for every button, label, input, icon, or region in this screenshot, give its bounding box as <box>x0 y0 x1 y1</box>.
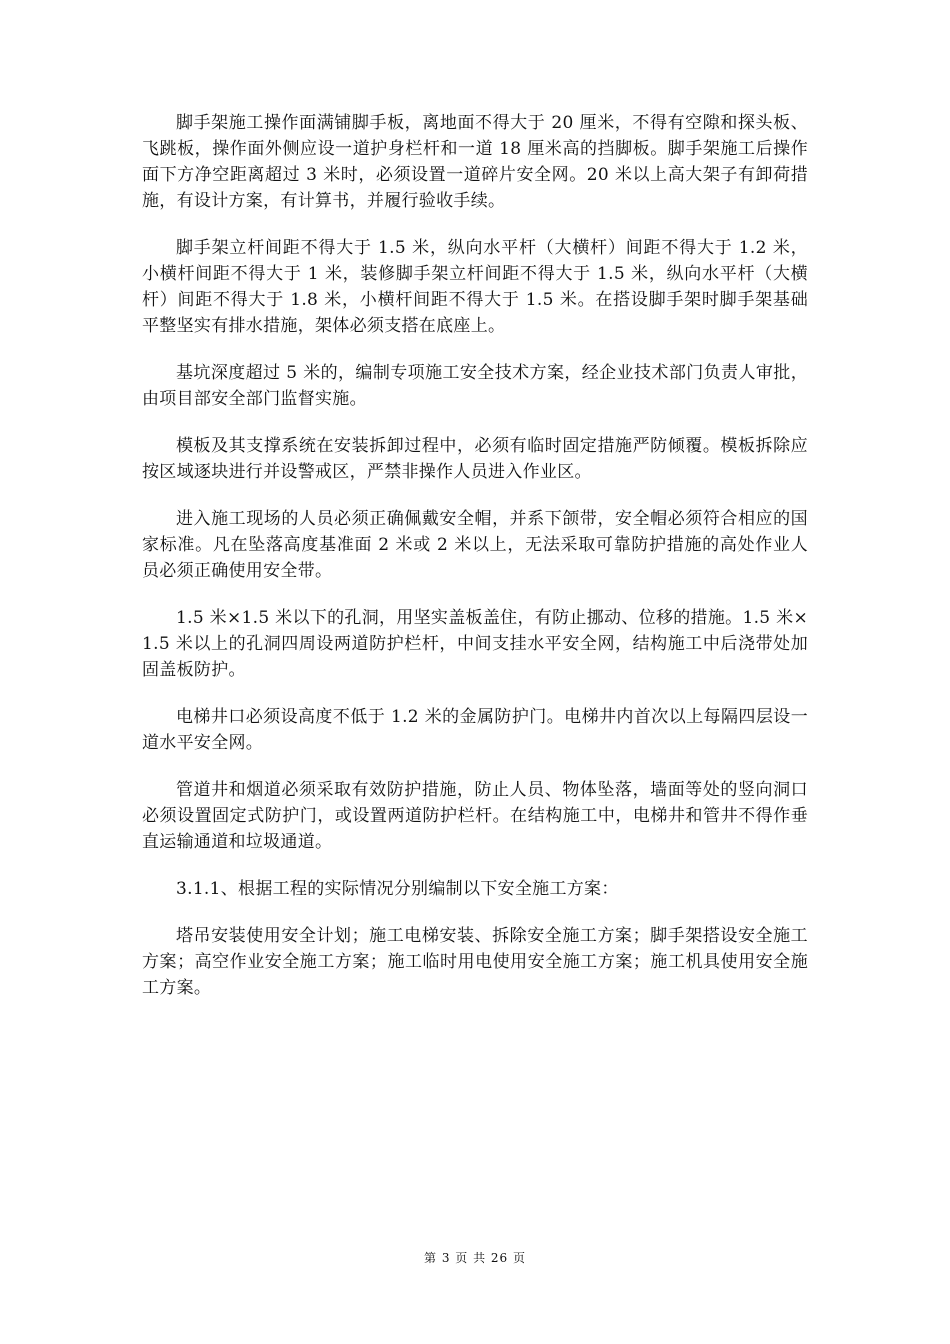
paragraph-pipe-shaft: 管道井和烟道必须采取有效防护措施，防止人员、物体坠落，墙面等处的竖向洞口必须设置固定式防护门，或设置两道防护栏杆。在结构施工中，电梯井和管井不得作垂直运输通道和垃圾通道。 <box>142 780 808 852</box>
paragraph-openings: 1.5 米×1.5 米以下的孔洞，用坚实盖板盖住，有防止挪动、位移的措施。1.5 米×1.5 米以上的孔洞四周设两道防护栏杆，中间支挂水平安全网，结构施工中后浇带处加固盖板防护。 <box>142 608 808 680</box>
paragraph-scaffold-spacing: 脚手架立杆间距不得大于 1.5 米，纵向水平杆（大横杆）间距不得大于 1.2 米，小横杆间距不得大于 1 米，装修脚手架立杆间距不得大于 1.5 米，纵向水平杆（大横杆）间距不得大于 1.8 米，小横杆间距不得大于 1.5 米。在搭设脚手架时脚手架基础平整坚实有排水措施，架体必须支搭在底座上。 <box>142 238 808 336</box>
document-body <box>142 110 808 1022</box>
paragraph-section-heading: 3.1.1、根据工程的实际情况分别编制以下安全施工方案： <box>176 879 619 899</box>
paragraph-safety-plans: 塔吊安装使用安全计划；施工电梯安装、拆除安全施工方案；脚手架搭设安全施工方案；高空作业安全施工方案；施工临时用电使用安全施工方案；施工机具使用安全施工方案。 <box>142 926 808 998</box>
paragraph-formwork: 模板及其支撑系统在安装拆卸过程中，必须有临时固定措施严防倾覆。模板拆除应按区域逐块进行并设警戒区，严禁非操作人员进入作业区。 <box>142 436 808 482</box>
paragraph-safety-helmet: 进入施工现场的人员必须正确佩戴安全帽，并系下颌带，安全帽必须符合相应的国家标准。凡在坠落高度基准面 2 米或 2 米以上，无法采取可靠防护措施的高处作业人员必须正确使用安全带。 <box>142 509 808 581</box>
paragraph-foundation-pit: 基坑深度超过 5 米的，编制专项施工安全技术方案，经企业技术部门负责人审批，由项目部安全部门监督实施。 <box>142 363 808 409</box>
page-number-footer: 第 3 页 共 26 页 <box>424 1251 526 1265</box>
paragraph-scaffold-platform: 脚手架施工操作面满铺脚手板，离地面不得大于 20 厘米，不得有空隙和探头板、飞跳板，操作面外侧应设一道护身栏杆和一道 18 厘米高的挡脚板。脚手架施工后操作面下方净空距离超过 3 米时，必须设置一道碎片安全网。20 米以上高大架子有卸荷措施，有设计方案，有计算书，并履行验收手续。 <box>142 113 808 211</box>
paragraph-elevator-shaft: 电梯井口必须设高度不低于 1.2 米的金属防护门。电梯井内首次以上每隔四层设一道水平安全网。 <box>142 707 808 753</box>
